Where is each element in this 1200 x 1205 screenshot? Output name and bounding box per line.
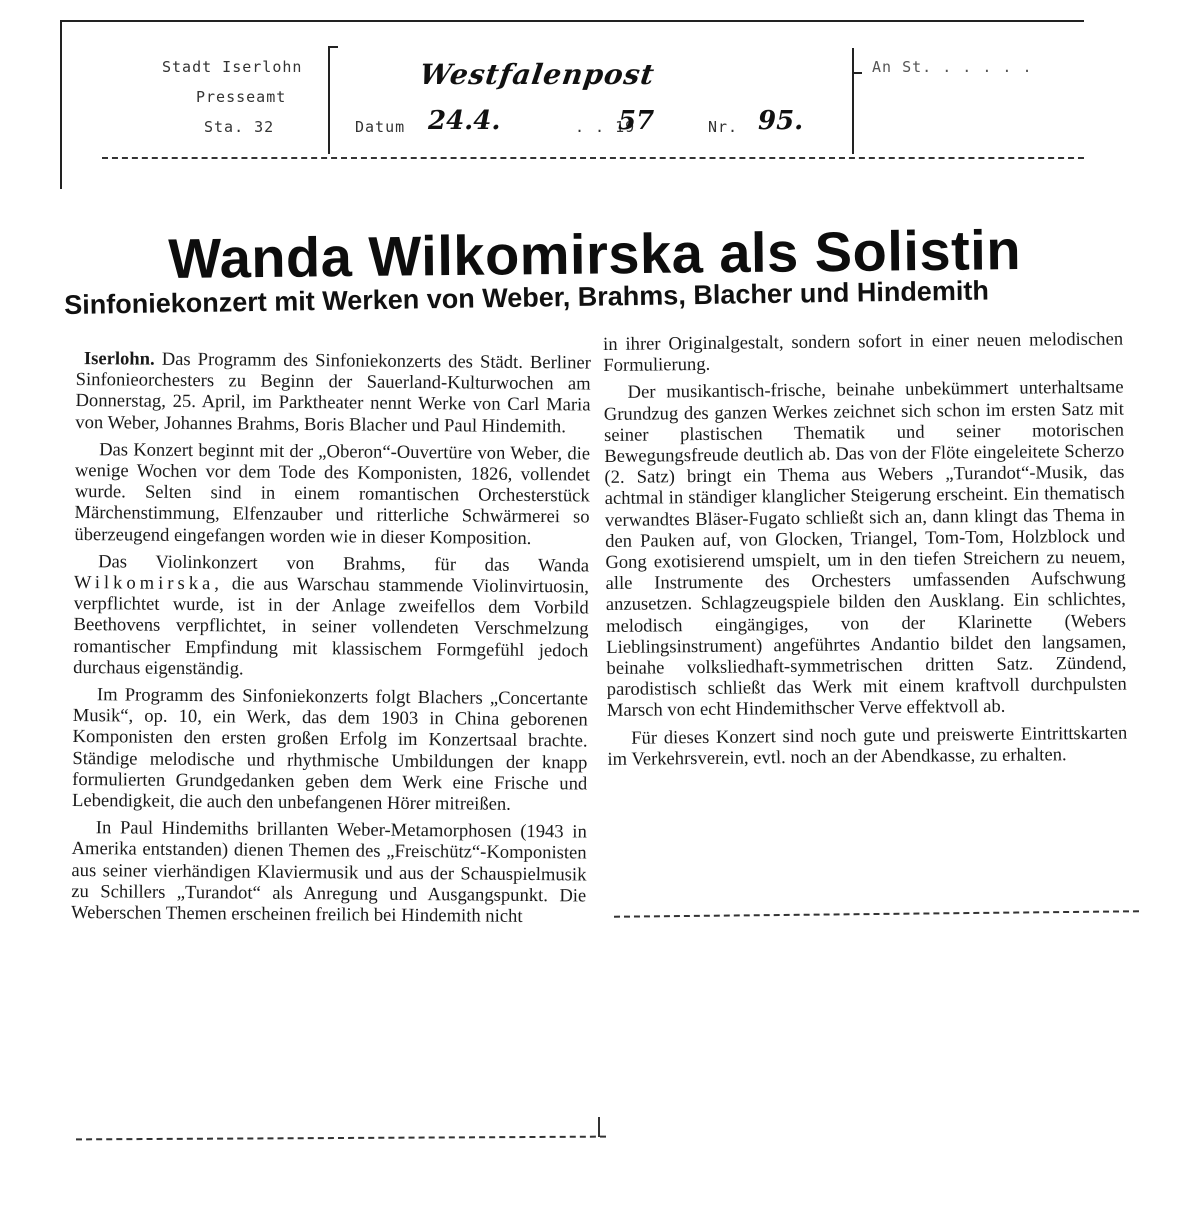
article-paragraph: in ihrer Originalgestalt, sondern sofort in einer neuen melodischen Formulierung. bbox=[603, 328, 1124, 377]
stamp-rule bbox=[60, 157, 62, 189]
stamp-bottom-rule bbox=[102, 157, 1084, 159]
date-label: Datum bbox=[355, 118, 406, 136]
article-paragraph: In Paul Hindemiths brillanten Weber-Metamorphosen (1943 in Amerika entstanden) dienen Themen des „Freischütz“-Komponisten aus seiner vierhändigen Klaviermusik und aus der Schauspielmusik zu Schillers „Turandot“ als Anregung und Ausgangspunkt. Die Weberschen Themen erscheinen freilich bei Hindemith nicht bbox=[70, 817, 587, 927]
addressee-field: An St. . . . . . bbox=[872, 58, 1033, 76]
article-paragraph bbox=[73, 551, 589, 683]
office-code: Sta. 32 bbox=[204, 118, 275, 136]
newspaper-name: Westfalenpost bbox=[417, 58, 657, 91]
stamp-divider bbox=[852, 48, 854, 154]
office-department: Presseamt bbox=[196, 88, 287, 106]
office-city: Stadt Iserlohn bbox=[162, 58, 303, 76]
article-column-left bbox=[71, 348, 591, 934]
article-paragraph: Das Konzert beginnt mit der „Oberon“-Ouvertüre von Weber, die wenige Wochen vor dem Tode des Komponisten, 1826, vollendet wurde. Selten sind in einem romantischen Orchesterstück Märchenstimmung, Elfenzauber und ritterliche Schwärmerei so überzeugend eingefangen worden wie in dieser Komposition. bbox=[74, 439, 591, 549]
paragraph-text: Das Programm des Sinfoniekonzerts des Städt. Berliner Sinfonieorchesters zu Beginn der Sauerland-Kulturwochen am Donnerstag, 25. April, im Parktheater nennt Werke von Carl Maria von Weber, Johannes Brahms, Boris Blacher und Paul Hindemith. bbox=[75, 348, 591, 437]
number-value: 95. bbox=[758, 106, 804, 136]
article-paragraph: Im Programm des Sinfoniekonzerts folgt Blachers „Concertante Musik“, op. 10, ein Werk, das dem 1903 in China geborenen Komponisten den ersten großen Erfolg im Konzertsaal brachte. Ständige melodische und rhythmische Umbildungen der knapp formulierten Grundgedanken geben dem Werk eine Frische und Lebendigkeit, die auch den unbefangenen Hörer mitreißen. bbox=[71, 684, 589, 815]
paragraph-text: die aus Warschau stammende Violinvirtuosin, verpflichtet wurde, ist in der Anlage zweifellos dem Vorbild Beethovens verpflichtet, in seiner vollendeten Verschmelzung romantischer Empfindung mit klassischem Formgefühl jedoch durchaus eigenständig. bbox=[73, 573, 590, 680]
stamp-divider bbox=[328, 46, 330, 154]
article-headline: Wanda Wilkomirska als Solistin bbox=[168, 218, 1022, 290]
article-column-right bbox=[603, 329, 1128, 776]
article-paragraph bbox=[75, 348, 591, 437]
soloist-name: Wilkomirska, bbox=[73, 572, 224, 595]
clipping-cut-line bbox=[614, 910, 1139, 917]
article-subheadline: Sinfoniekonzert mit Werken von Weber, Brahms, Blacher und Hindemith bbox=[64, 275, 990, 320]
year-prefix: . . 19 bbox=[575, 118, 636, 136]
date-value: 24.4. bbox=[428, 106, 501, 136]
article-paragraph: Für dieses Konzert sind noch gute und preiswerte Eintrittskarten im Verkehrsverein, evtl. noch an der Abendkasse, zu erhalten. bbox=[607, 722, 1128, 770]
paragraph-text: Das Violinkonzert von Brahms, für das Wanda bbox=[98, 551, 590, 577]
stamp-divider-tick bbox=[328, 46, 338, 48]
year-value: 57 bbox=[618, 106, 655, 136]
article-dateline: Iserlohn. bbox=[83, 348, 155, 370]
stamp-divider-tick bbox=[852, 72, 862, 74]
number-label: Nr. bbox=[708, 118, 739, 136]
clipping-cut-line bbox=[598, 1117, 600, 1137]
article-paragraph: Der musikantisch-frische, beinahe unbekümmert unterhaltsame Grundzug des ganzen Werkes zeichnet sich schon im ersten Satz mit seiner plastischen Thematik und seiner motorischen Bewegungsfreude deutlich ab. Das von der Flöte eingeleitete Scherzo (2. Satz) bringt ein Thema aus Webers „Turandot“-Musik, das achtmal in ständiger klanglicher Steigerung erscheint. Ein thematisch verwandtes Bläser-Fugato schließt sich an, dann klingt das Thema in den Pauken auf, von Glocken, Triangel, Tom-Tom, Holzblock und Gong exotisierend umspielt, um in den tiefen Streichern zu neuem, alle Instrumente des Orchesters umfassenden Aufschwung anzusetzen. Schlagzeugspiele bilden den Ausklang. Ein schlichtes, melodisch eingängiges, von der Klarinette (Webers Lieblingsinstrument) angeführtes Andantio bildet den langsamen, beinahe volksliedhaft-symmetrischen dritten Satz. Zündend, parodistisch schließt das Werk mit einem kraftvoll durchpulsten Marsch von echt Hindemithscher Verve effektvoll ab. bbox=[603, 376, 1127, 722]
clipping-cut-line bbox=[76, 1136, 606, 1141]
